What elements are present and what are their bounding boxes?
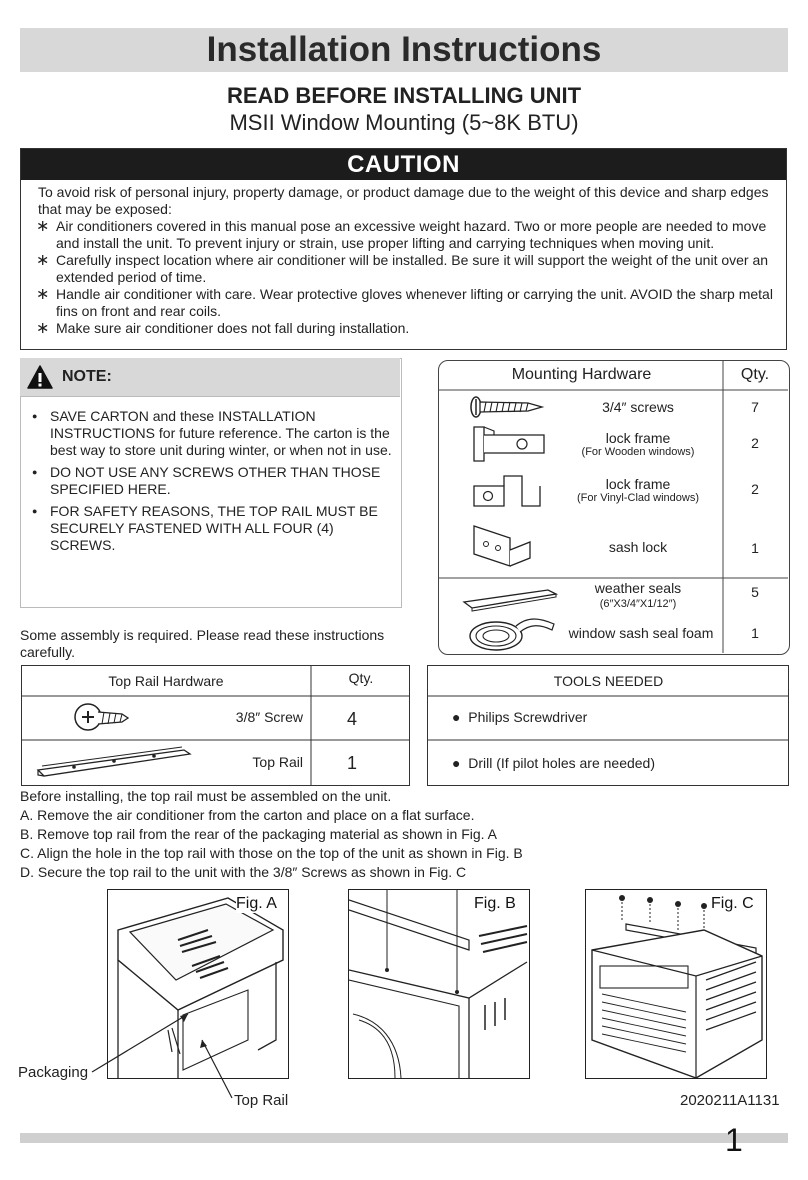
mh-item-qty: 5 [751, 584, 759, 600]
lock-frame-vinyl-icon [470, 470, 550, 514]
step-a: A. Remove the air conditioner from the carton and place on a flat surface. [20, 807, 475, 823]
caution-item: ∗ Handle air conditioner with care. Wear protective gloves whenever lifting or carrying the unit. AVOID the sharp metal fins on front and rear coils. [36, 286, 773, 319]
trh-item-qty: 1 [346, 753, 357, 773]
caution-item: ∗ Carefully inspect location where air conditioner will be installed. Be sure it will support the weight of the unit over an extended period of time. [36, 252, 769, 285]
figure-c-drawing [586, 890, 766, 1078]
mh-item-qty: 7 [751, 399, 759, 415]
caution-intro: To avoid risk of personal injury, property damage, or product damage due to the weight of this device and sharp edges that may be exposed: [38, 184, 769, 217]
mh-item-name: window sash seal foam [568, 625, 714, 641]
figure-c-label: Fig. C [711, 895, 754, 912]
footer-bar [20, 1133, 788, 1143]
trh-item-name: Top Rail [252, 754, 303, 770]
step-b: B. Remove top rail from the rear of the packaging material as shown in Fig. A [20, 826, 498, 842]
trh-col-qty: Qty. [348, 670, 374, 686]
top-rail-icon [34, 742, 194, 782]
step-d: D. Secure the top rail to the unit with the 3/8″ Screws as shown in Fig. C [20, 864, 467, 880]
asterisk-icon: ∗ [36, 286, 50, 303]
mh-item-name: 3/4″ screws [602, 399, 674, 415]
mh-item-name: lock frame [605, 430, 671, 446]
page-title: Installation Instructions [206, 30, 602, 69]
lock-frame-wood-icon [470, 423, 550, 465]
figure-b-drawing [349, 890, 529, 1078]
document-number: 2020211A1131 [680, 1092, 780, 1109]
asterisk-icon: ∗ [36, 218, 50, 235]
caution-text [38, 184, 783, 337]
warning-icon [27, 365, 53, 389]
page-subtitle: READ BEFORE INSTALLING UNIT [226, 83, 582, 108]
page-number: 1 [725, 1122, 743, 1158]
asterisk-icon: ∗ [36, 320, 50, 337]
mh-item-sub: (6″X3/4″X1/12″) [599, 598, 677, 610]
mh-item-sub: (For Vinyl-Clad windows) [576, 492, 700, 504]
mh-col-qty: Qty. [740, 366, 770, 383]
seal-foam-roll-icon [466, 612, 562, 654]
mh-col-item: Mounting Hardware [511, 366, 652, 383]
sash-lock-icon [470, 520, 534, 570]
mh-item-sub: (For Wooden windows) [581, 446, 695, 458]
callout-packaging: Packaging [18, 1064, 89, 1081]
caution-item: ∗ Make sure air conditioner does not fall during installation. [36, 320, 410, 337]
mh-item-name: sash lock [608, 539, 668, 555]
note-item: ● SAVE CARTON and these INSTALLATION INSTRUCTIONS for future reference. The carton is the best way to store unit during winter, or when not in use. [28, 408, 394, 459]
tools-heading: TOOLS NEEDED [553, 673, 664, 689]
figure-a-label: Fig. A [236, 895, 277, 912]
caution-heading: CAUTION [21, 149, 786, 180]
note-item: ● DO NOT USE ANY SCREWS OTHER THAN THOSE SPECIFIED HERE. [28, 464, 394, 498]
mh-item-name: weather seals [594, 580, 682, 596]
callout-arrows [90, 1010, 240, 1110]
asterisk-icon: ∗ [36, 252, 50, 269]
tool-item: ● Drill (If pilot holes are needed) [452, 755, 656, 771]
note-heading: NOTE: [62, 368, 112, 385]
callout-top-rail: Top Rail [234, 1092, 289, 1109]
weather-seal-icon [462, 586, 558, 612]
trh-item-name: 3/8″ Screw [235, 709, 303, 725]
mh-item-qty: 1 [751, 625, 759, 641]
mh-item-qty: 1 [751, 540, 759, 556]
model-line: MSII Window Mounting (5~8K BTU) [229, 110, 579, 135]
assembly-note: Some assembly is required. Please read these instructions carefully. [20, 627, 385, 660]
mh-item-qty: 2 [751, 481, 759, 497]
trh-col-item: Top Rail Hardware [108, 673, 224, 689]
note-item: ● FOR SAFETY REASONS, THE TOP RAIL MUST BE SECURELY FASTENED WITH ALL FOUR (4) SCREWS. [28, 503, 394, 554]
rail-screw-icon [72, 700, 132, 736]
trh-item-qty: 4 [346, 709, 357, 729]
mh-item-qty: 2 [751, 435, 759, 451]
step-c: C. Align the hole in the top rail with those on the top of the unit as shown in Fig. B [20, 845, 523, 861]
screw-icon [470, 396, 546, 418]
tool-item: ● Philips Screwdriver [452, 709, 588, 725]
step-intro: Before installing, the top rail must be assembled on the unit. [20, 788, 392, 804]
caution-item: ∗ Air conditioners covered in this manual pose an excessive weight hazard. Two or more people are needed to move and install the unit. To prevent injury or strain, use proper lifting and carrying techniques when moving unit. [36, 218, 767, 251]
note-list [28, 408, 394, 559]
instruction-steps [20, 787, 580, 882]
figure-b-label: Fig. B [474, 895, 516, 912]
mh-item-name: lock frame [605, 476, 671, 492]
